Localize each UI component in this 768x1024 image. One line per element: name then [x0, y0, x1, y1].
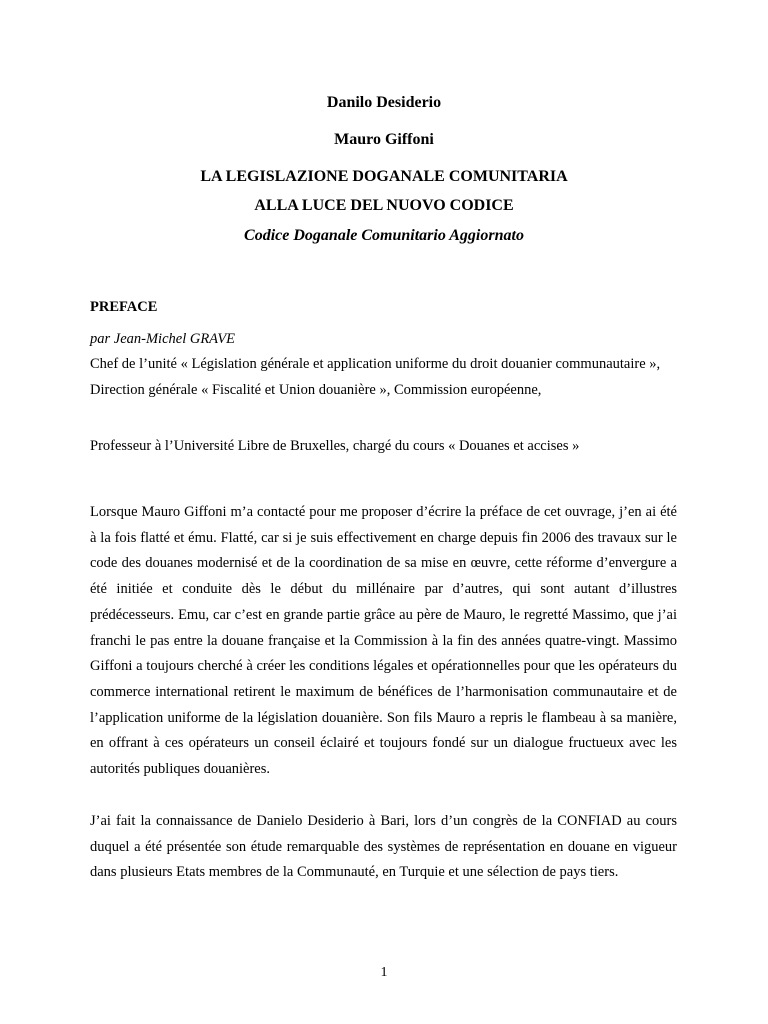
book-subtitle: Codice Doganale Comunitario Aggiornato	[244, 227, 524, 244]
page-number: 1	[380, 965, 388, 980]
author-affiliation: Chef de l’unité « Législation générale et application uniforme du droit douanier communautaire », Direction générale « Fiscalité et Union douanière », Commission européenne,	[90, 356, 661, 398]
preface-byline: par Jean-Michel GRAVE	[90, 331, 236, 347]
body-paragraph-1: Lorsque Mauro Giffoni m’a contacté pour me proposer d’écrire la préface de cet ouvrage, j’en ai été à la fois flatté et ému. Flatté, car si je suis effectivement en charge depuis fin 2006 des travaux sur le code des douanes modernisé et de la coordination de sa mise en œuvre, cette réforme d’envergure a été initiée et conduite dès le début du millénaire par d’autres, qui sont autant d’illustres prédécesseurs. Emu, car c’est en grande partie grâce au père de Mauro, le regretté Massimo, que j’ai franchi le pas entre la douane française et la Commission à la fin des années quatre-vingt. Massimo Giffoni a toujours cherché à créer les conditions légales et opérationnelles pour que les opérateurs du commerce international retirent le maximum de bénéfices de l’harmonisation communautaire et de l’application uniforme de la législation douanière. Son fils Mauro a repris le flambeau à sa manière, en offrant à ces opérateurs un conseil éclairé et toujours fondé sur un dialogue fructueux avec les autorités publiques douanières.	[90, 504, 677, 778]
author-professorship: Professeur à l’Université Libre de Bruxelles, chargé du cours « Douanes et accises »	[90, 438, 580, 454]
author-name-1: Danilo Desiderio	[326, 94, 442, 111]
book-title-line-1: LA LEGISLAZIONE DOGANALE COMUNITARIA	[200, 168, 568, 185]
book-title-line-2: ALLA LUCE DEL NUOVO CODICE	[254, 197, 514, 214]
author-name-2: Mauro Giffoni	[334, 131, 434, 148]
body-paragraph-2: J’ai fait la connaissance de Danielo Desiderio à Bari, lors d’un congrès de la CONFIAD au cours duquel a été présentée son étude remarquable des systèmes de représentation en douane en vigueur dans plusieurs Etats membres de la Communauté, en Turquie et une sélection de pays tiers.	[90, 813, 677, 881]
preface-heading: PREFACE	[90, 299, 158, 315]
